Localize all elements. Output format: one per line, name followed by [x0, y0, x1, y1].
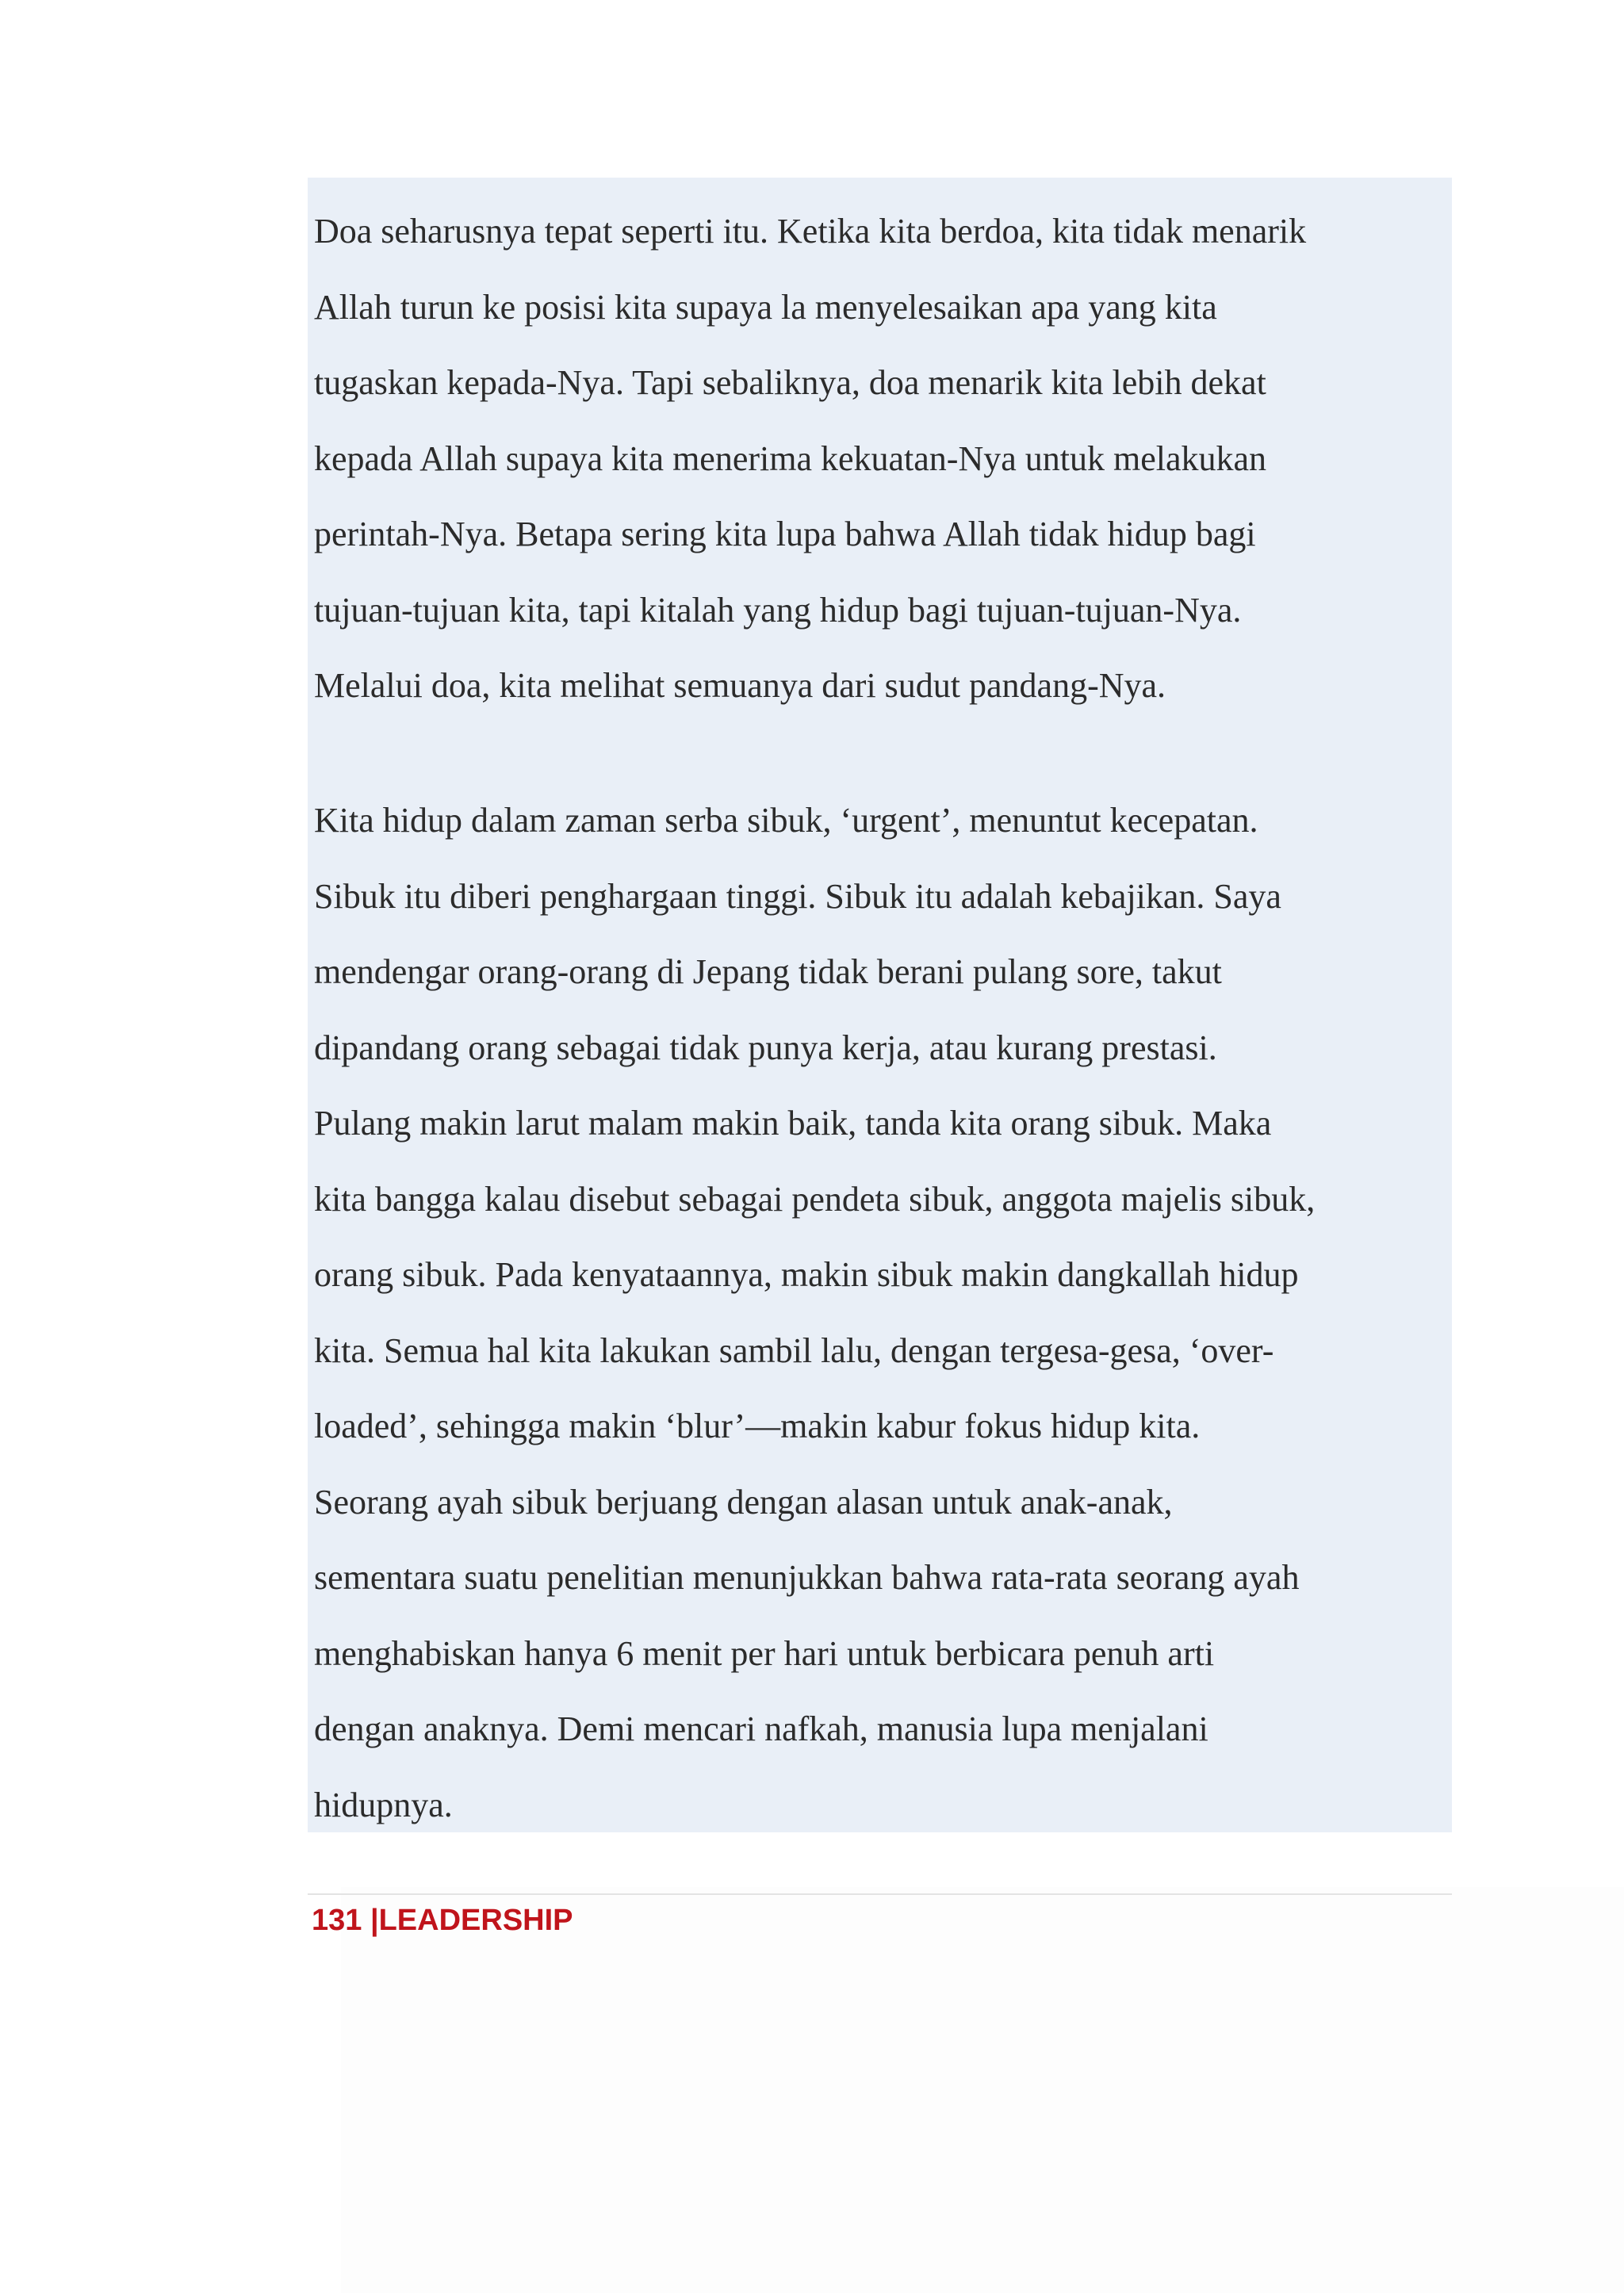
- text-line: Seorang ayah sibuk berjuang dengan alasan untuk anak-anak,: [314, 1482, 1173, 1522]
- footer-divider: [308, 1893, 1452, 1895]
- text-line: loaded’, sehingga makin ‘blur’—makin kabur fokus hidup kita.: [314, 1407, 1201, 1445]
- text-line: tugaskan kepada-Nya. Tapi sebaliknya, doa menarik kita lebih dekat: [314, 363, 1266, 402]
- text-line: menghabiskan hanya 6 menit per hari untuk berbicara penuh arti: [314, 1633, 1215, 1673]
- text-line: kita. Semua hal kita lakukan sambil lalu, dengan tergesa-gesa, ‘over-: [314, 1330, 1274, 1370]
- text-line: Doa seharusnya tepat seperti itu. Ketika kita berdoa, kita tidak menarik: [314, 212, 1307, 251]
- text-line: tujuan-tujuan kita, tapi kitalah yang hidup bagi tujuan-tujuan-Nya.: [314, 590, 1242, 630]
- text-line: Sibuk itu diberi penghargaan tinggi. Sibuk itu adalah kebajikan. Saya: [314, 876, 1281, 916]
- text-line: orang sibuk. Pada kenyataannya, makin sibuk makin dangkallah hidup: [314, 1255, 1299, 1294]
- paragraph-1: [314, 193, 1306, 724]
- text-line: perintah-Nya. Betapa sering kita lupa bahwa Allah tidak hidup bagi: [314, 515, 1256, 553]
- paragraph-2: [314, 783, 1315, 1843]
- text-line: dengan anaknya. Demi mencari nafkah, manusia lupa menjalani: [314, 1709, 1208, 1748]
- text-line: hidupnya.: [314, 1785, 453, 1824]
- text-line: sementara suatu penelitian menunjukkan bahwa rata-rata seorang ayah: [314, 1558, 1300, 1597]
- text-line: mendengar orang-orang di Jepang tidak berani pulang sore, takut: [314, 952, 1222, 991]
- text-line: Melalui doa, kita melihat semuanya dari sudut pandang-Nya.: [314, 666, 1166, 705]
- page-footer-label: 131 |LEADERSHIP: [312, 1904, 573, 1937]
- text-line: Allah turun ke posisi kita supaya la menyelesaikan apa yang kita: [314, 287, 1217, 327]
- text-line: Pulang makin larut malam makin baik, tanda kita orang sibuk. Maka: [314, 1104, 1272, 1143]
- text-line: dipandang orang sebagai tidak punya kerja, atau kurang prestasi.: [314, 1028, 1217, 1067]
- text-line: kepada Allah supaya kita menerima kekuatan-Nya untuk melakukan: [314, 438, 1267, 478]
- text-line: kita bangga kalau disebut sebagai pendeta sibuk, anggota majelis sibuk,: [314, 1179, 1316, 1219]
- text-line: Kita hidup dalam zaman serba sibuk, ‘urgent’, menuntut kecepatan.: [314, 801, 1258, 840]
- page-background-shade: [341, 1887, 1624, 2293]
